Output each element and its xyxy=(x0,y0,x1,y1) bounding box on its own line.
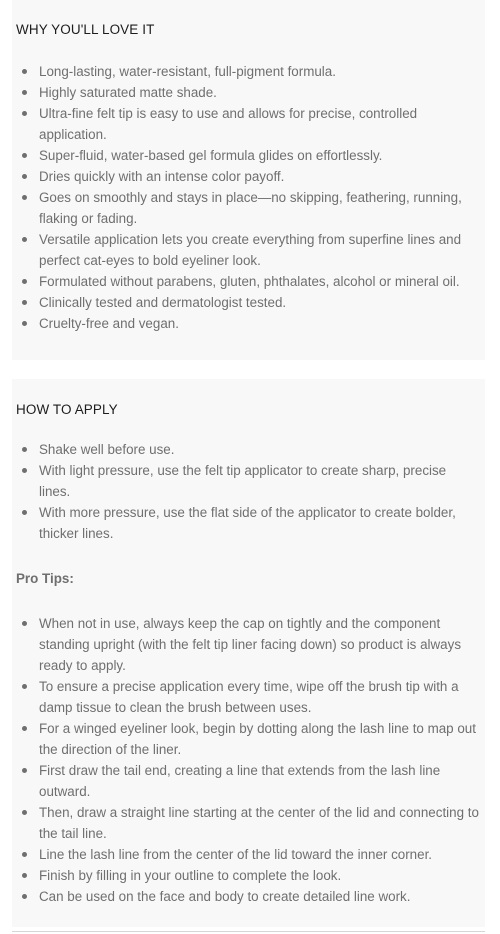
list-item: Ultra-fine felt tip is easy to use and allows for precise, controlled application. xyxy=(16,103,481,145)
list-item: Clinically tested and dermatologist tested. xyxy=(16,292,481,313)
benefits-list xyxy=(16,61,481,334)
list-item: Highly saturated matte shade. xyxy=(16,82,481,103)
list-item: Formulated without parabens, gluten, phthalates, alcohol or mineral oil. xyxy=(16,271,481,292)
list-item: Then, draw a straight line starting at the center of the lid and connecting to the tail line. xyxy=(16,802,481,844)
list-item: When not in use, always keep the cap on tightly and the component standing upright (with the felt tip liner facing down) so product is always ready to apply. xyxy=(16,613,481,676)
section-heading-how-to-apply: HOW TO APPLY xyxy=(16,402,118,417)
pro-tips-label: Pro Tips: xyxy=(16,571,74,586)
list-item: Cruelty-free and vegan. xyxy=(16,313,481,334)
list-item: First draw the tail end, creating a line that extends from the lash line outward. xyxy=(16,760,481,802)
application-steps-list xyxy=(16,439,481,544)
list-item: Finish by filling in your outline to complete the look. xyxy=(16,865,481,886)
list-item: With light pressure, use the felt tip applicator to create sharp, precise lines. xyxy=(16,460,481,502)
how-to-apply-section xyxy=(12,379,485,927)
list-item: Dries quickly with an intense color payoff. xyxy=(16,166,481,187)
section-heading-why-youll-love-it: WHY YOU'LL LOVE IT xyxy=(16,22,155,37)
list-item: Line the lash line from the center of the lid toward the inner corner. xyxy=(16,844,481,865)
list-item: Long-lasting, water-resistant, full-pigment formula. xyxy=(16,61,481,82)
list-item: Shake well before use. xyxy=(16,439,481,460)
list-item: Super-fluid, water-based gel formula glides on effortlessly. xyxy=(16,145,481,166)
list-item: To ensure a precise application every time, wipe off the brush tip with a damp tissue to clean the brush between uses. xyxy=(16,676,481,718)
list-item: Can be used on the face and body to create detailed line work. xyxy=(16,886,481,907)
list-item: For a winged eyeliner look, begin by dotting along the lash line to map out the direction of the liner. xyxy=(16,718,481,760)
pro-tips-list xyxy=(16,613,481,907)
list-item: With more pressure, use the flat side of the applicator to create bolder, thicker lines. xyxy=(16,502,481,544)
list-item: Versatile application lets you create everything from superfine lines and perfect cat-eyes to bold eyeliner look. xyxy=(16,229,481,271)
list-item: Goes on smoothly and stays in place—no skipping, feathering, running, flaking or fading. xyxy=(16,187,481,229)
why-youll-love-it-section xyxy=(12,0,485,360)
bottom-divider xyxy=(12,931,485,932)
